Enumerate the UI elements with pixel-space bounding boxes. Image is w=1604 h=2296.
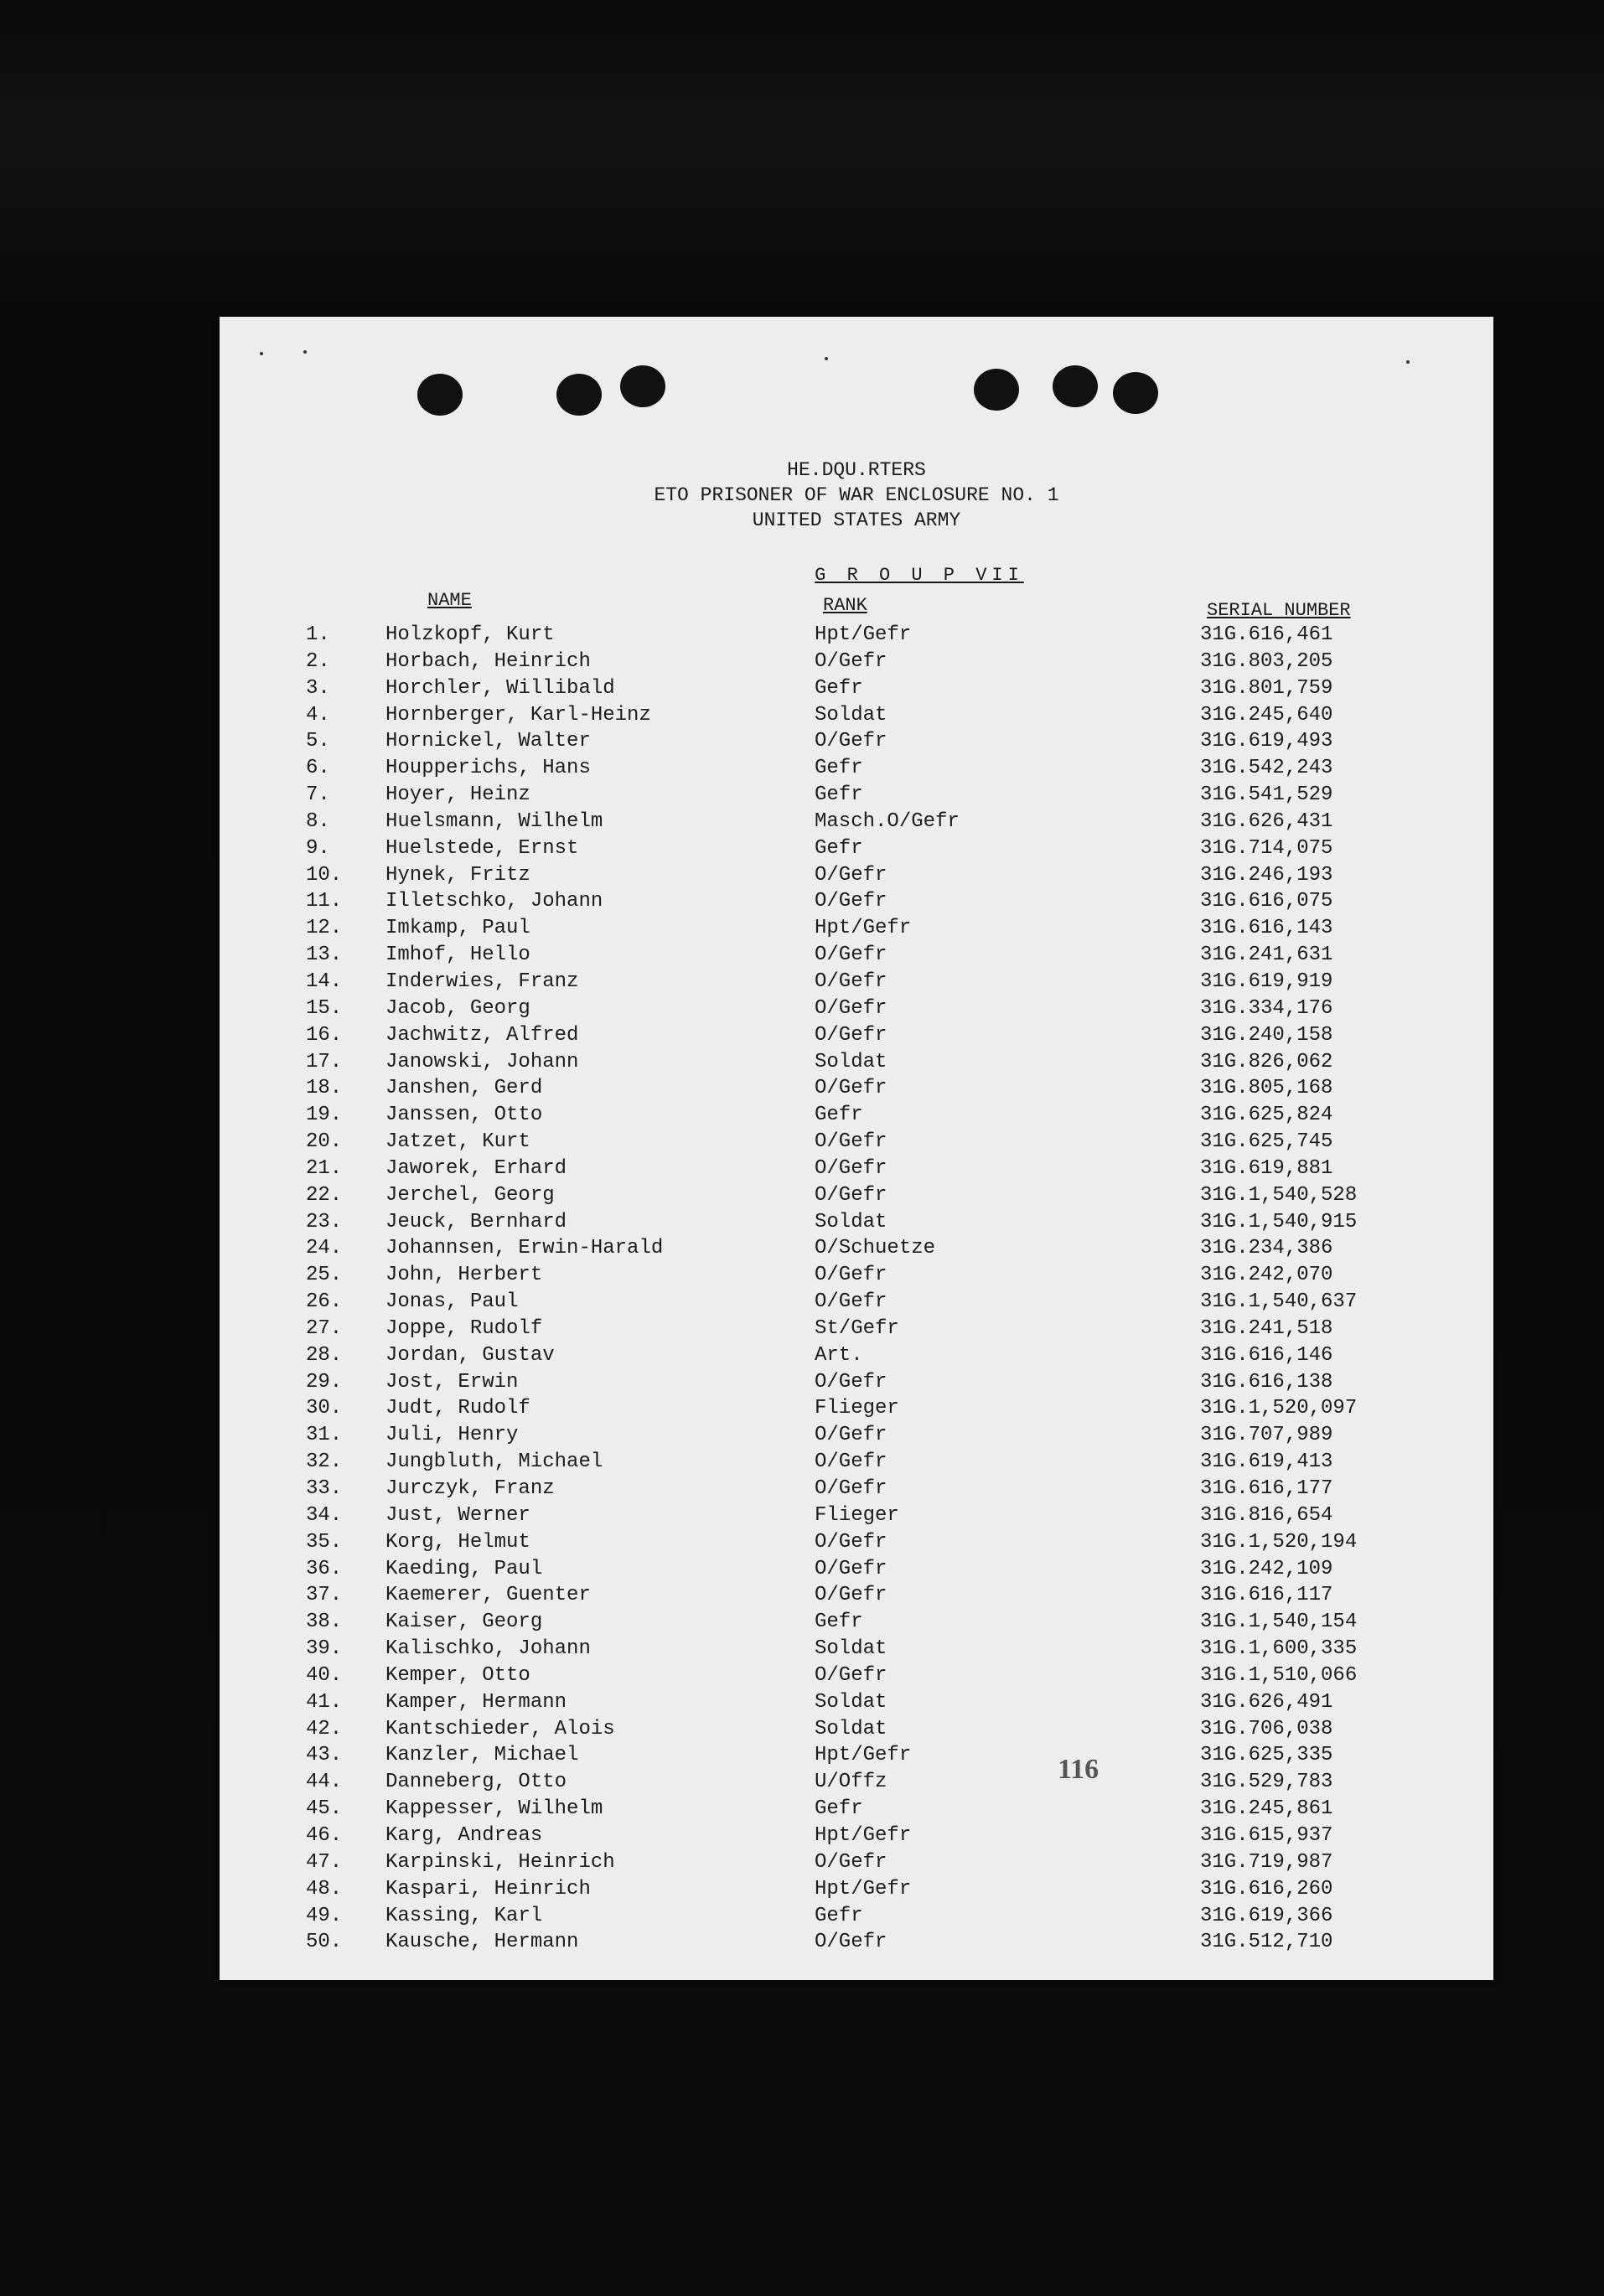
table-row: [220, 1905, 1493, 1931]
row-rank: Soldat: [815, 1717, 887, 1740]
row-serial: 31G.616,138: [1200, 1370, 1333, 1394]
table-row: [220, 917, 1493, 944]
row-num: 33.: [306, 1477, 343, 1500]
row-serial: 31G.616,075: [1200, 890, 1333, 913]
table-row: [220, 1477, 1493, 1504]
row-num: 20.: [306, 1130, 343, 1154]
speck: [1406, 360, 1410, 364]
table-row: [220, 704, 1493, 731]
row-serial: 31G.1,540,528: [1200, 1183, 1358, 1207]
row-serial: 31G.1,600,335: [1200, 1637, 1358, 1661]
row-serial: 31G.240,158: [1200, 1023, 1333, 1047]
table-row: [220, 1157, 1493, 1184]
row-rank: O/Gefr: [815, 1290, 887, 1314]
row-rank: Flieger: [815, 1503, 899, 1527]
row-num: 25.: [306, 1264, 343, 1287]
row-name: Hornberger, Karl-Heinz: [385, 703, 651, 727]
row-name: Kaspari, Heinrich: [385, 1877, 591, 1900]
table-row: [220, 837, 1493, 864]
row-name: Karg, Andreas: [385, 1823, 543, 1847]
row-serial: 31G.625,824: [1200, 1104, 1333, 1127]
table-row: [220, 1424, 1493, 1451]
document-page: [220, 317, 1493, 1980]
row-serial: 31G.615,937: [1200, 1823, 1333, 1847]
row-rank: O/Gefr: [815, 1850, 887, 1874]
row-rank: O/Gefr: [815, 1557, 887, 1580]
row-num: 22.: [306, 1183, 343, 1207]
table-row: [220, 677, 1493, 704]
row-serial: 31G.1,520,097: [1200, 1397, 1358, 1420]
row-num: 13.: [306, 944, 343, 967]
row-num: 38.: [306, 1611, 343, 1634]
row-rank: O/Gefr: [815, 944, 887, 967]
table-row: [220, 1797, 1493, 1824]
row-num: 45.: [306, 1797, 343, 1821]
header-line-3: UNITED STATES ARMY: [752, 509, 961, 531]
row-rank: O/Gefr: [815, 730, 887, 753]
table-row: [220, 1691, 1493, 1718]
row-num: 42.: [306, 1717, 343, 1740]
row-rank: O/Gefr: [815, 649, 887, 673]
table-row: [220, 1184, 1493, 1211]
row-rank: O/Gefr: [815, 863, 887, 887]
punch-hole: [1113, 372, 1158, 414]
table-row: [220, 997, 1493, 1024]
row-serial: 31G.616,146: [1200, 1343, 1333, 1367]
row-num: 32.: [306, 1451, 343, 1474]
row-num: 37.: [306, 1584, 343, 1607]
row-rank: O/Gefr: [815, 1424, 887, 1447]
row-name: Just, Werner: [385, 1503, 530, 1527]
row-num: 50.: [306, 1931, 343, 1954]
row-serial: 31G.241,518: [1200, 1316, 1333, 1340]
row-serial: 31G.334,176: [1200, 996, 1333, 1020]
row-serial: 31G.245,861: [1200, 1797, 1333, 1821]
row-serial: 31G.529,783: [1200, 1771, 1333, 1794]
row-num: 6.: [306, 757, 330, 780]
table-row: [220, 1130, 1493, 1157]
row-serial: 31G.816,654: [1200, 1503, 1333, 1527]
row-rank: Gefr: [815, 1797, 863, 1821]
row-name: Huelstede, Ernst: [385, 836, 579, 860]
row-name: Jost, Erwin: [385, 1370, 519, 1394]
row-num: 10.: [306, 863, 343, 887]
table-row: [220, 1637, 1493, 1664]
table-row: [220, 890, 1493, 917]
row-rank: Soldat: [815, 1690, 887, 1714]
speck: [303, 350, 307, 354]
row-num: 8.: [306, 809, 330, 833]
row-num: 16.: [306, 1023, 343, 1047]
row-num: 4.: [306, 703, 330, 727]
table-row: [220, 1264, 1493, 1290]
row-rank: Hpt/Gefr: [815, 1744, 912, 1767]
row-rank: O/Gefr: [815, 890, 887, 913]
row-rank: Soldat: [815, 1637, 887, 1661]
row-num: 26.: [306, 1290, 343, 1314]
table-row: [220, 1558, 1493, 1585]
row-rank: St/Gefr: [815, 1316, 899, 1340]
table-row: [220, 864, 1493, 891]
table-row: [220, 1451, 1493, 1477]
row-serial: 31G.619,493: [1200, 730, 1333, 753]
table-row: [220, 1771, 1493, 1797]
table-row: [220, 1104, 1493, 1130]
row-serial: 31G.707,989: [1200, 1424, 1333, 1447]
punch-hole: [1053, 365, 1098, 407]
table-row: [220, 783, 1493, 810]
row-name: Huelsmann, Wilhelm: [385, 809, 603, 833]
row-name: Joppe, Rudolf: [385, 1316, 543, 1340]
row-num: 44.: [306, 1771, 343, 1794]
row-serial: 31G.619,366: [1200, 1904, 1333, 1927]
row-name: Johannsen, Erwin-Harald: [385, 1237, 664, 1260]
row-name: Jaworek, Erhard: [385, 1156, 567, 1180]
row-name: Judt, Rudolf: [385, 1397, 530, 1420]
header-line-1: HE.DQU.RTERS: [787, 459, 926, 481]
row-rank: Soldat: [815, 703, 887, 727]
row-num: 46.: [306, 1823, 343, 1847]
row-serial: 31G.803,205: [1200, 649, 1333, 673]
row-num: 23.: [306, 1210, 343, 1233]
row-num: 39.: [306, 1637, 343, 1661]
row-serial: 31G.625,335: [1200, 1744, 1333, 1767]
header-line-2: ETO PRISONER OF WAR ENCLOSURE NO. 1: [654, 484, 1059, 506]
row-serial: 31G.714,075: [1200, 836, 1333, 860]
row-serial: 31G.826,062: [1200, 1050, 1333, 1073]
row-rank: O/Gefr: [815, 970, 887, 993]
table-row: [220, 1611, 1493, 1637]
row-name: Kaiser, Georg: [385, 1611, 543, 1634]
row-num: 14.: [306, 970, 343, 993]
table-row: [220, 1531, 1493, 1558]
row-rank: O/Gefr: [815, 996, 887, 1020]
row-rank: Art.: [815, 1343, 863, 1367]
row-name: Korg, Helmut: [385, 1530, 530, 1554]
row-num: 18.: [306, 1077, 343, 1100]
row-num: 36.: [306, 1557, 343, 1580]
row-rank: O/Gefr: [815, 1077, 887, 1100]
column-header-name: NAME: [427, 590, 472, 611]
row-num: 2.: [306, 649, 330, 673]
row-name: Houpperichs, Hans: [385, 757, 591, 780]
row-rank: Soldat: [815, 1210, 887, 1233]
table-row: [220, 1397, 1493, 1424]
table-row: [220, 650, 1493, 677]
row-name: Imkamp, Paul: [385, 917, 530, 940]
table-row: [220, 1664, 1493, 1691]
row-name: Kassing, Karl: [385, 1904, 543, 1927]
row-num: 24.: [306, 1237, 343, 1260]
table-row: [220, 1051, 1493, 1078]
table-row: [220, 1824, 1493, 1851]
row-name: Holzkopf, Kurt: [385, 623, 555, 646]
row-num: 11.: [306, 890, 343, 913]
row-name: Jordan, Gustav: [385, 1343, 555, 1367]
row-name: Jurczyk, Franz: [385, 1477, 555, 1500]
row-num: 29.: [306, 1370, 343, 1394]
row-rank: O/Schuetze: [815, 1237, 936, 1260]
row-name: Hynek, Fritz: [385, 863, 530, 887]
row-name: Jeuck, Bernhard: [385, 1210, 567, 1233]
row-serial: 31G.1,520,194: [1200, 1530, 1358, 1554]
row-name: Kausche, Hermann: [385, 1931, 579, 1954]
row-serial: 31G.542,243: [1200, 757, 1333, 780]
row-rank: Hpt/Gefr: [815, 1877, 912, 1900]
row-name: Janshen, Gerd: [385, 1077, 543, 1100]
row-name: Kanzler, Michael: [385, 1744, 579, 1767]
row-serial: 31G.805,168: [1200, 1077, 1333, 1100]
row-name: Kemper, Otto: [385, 1663, 530, 1687]
row-serial: 31G.234,386: [1200, 1237, 1333, 1260]
table-row: [220, 810, 1493, 837]
table-row: [220, 1317, 1493, 1344]
row-serial: 31G.619,919: [1200, 970, 1333, 993]
row-name: Inderwies, Franz: [385, 970, 579, 993]
row-serial: 31G.1,540,637: [1200, 1290, 1358, 1314]
row-serial: 31G.512,710: [1200, 1931, 1333, 1954]
row-name: Jacob, Georg: [385, 996, 530, 1020]
row-serial: 31G.241,631: [1200, 944, 1333, 967]
row-num: 3.: [306, 676, 330, 700]
row-name: Hornickel, Walter: [385, 730, 591, 753]
row-name: Imhof, Hello: [385, 944, 530, 967]
row-rank: O/Gefr: [815, 1477, 887, 1500]
row-name: Kalischko, Johann: [385, 1637, 591, 1661]
row-num: 34.: [306, 1503, 343, 1527]
row-name: Horbach, Heinrich: [385, 649, 591, 673]
row-rank: O/Gefr: [815, 1183, 887, 1207]
row-num: 35.: [306, 1530, 343, 1554]
row-serial: 31G.242,070: [1200, 1264, 1333, 1287]
row-serial: 31G.619,413: [1200, 1451, 1333, 1474]
row-name: Janowski, Johann: [385, 1050, 579, 1073]
group-title: G R O U P VII: [815, 565, 1024, 586]
row-rank: Gefr: [815, 1611, 863, 1634]
row-num: 47.: [306, 1850, 343, 1874]
row-rank: Masch.O/Gefr: [815, 809, 960, 833]
row-num: 49.: [306, 1904, 343, 1927]
row-rank: O/Gefr: [815, 1130, 887, 1154]
row-name: Jachwitz, Alfred: [385, 1023, 579, 1047]
row-name: Karpinski, Heinrich: [385, 1850, 615, 1874]
row-num: 40.: [306, 1663, 343, 1687]
row-name: Kappesser, Wilhelm: [385, 1797, 603, 1821]
row-num: 7.: [306, 783, 330, 807]
row-rank: O/Gefr: [815, 1156, 887, 1180]
row-name: Hoyer, Heinz: [385, 783, 530, 807]
table-row: [220, 1744, 1493, 1771]
row-num: 43.: [306, 1744, 343, 1767]
row-serial: 31G.1,510,066: [1200, 1663, 1358, 1687]
row-num: 9.: [306, 836, 330, 860]
row-serial: 31G.245,640: [1200, 703, 1333, 727]
row-serial: 31G.616,117: [1200, 1584, 1333, 1607]
row-serial: 31G.616,461: [1200, 623, 1333, 646]
row-rank: Gefr: [815, 676, 863, 700]
row-name: Janssen, Otto: [385, 1104, 543, 1127]
row-serial: 31G.246,193: [1200, 863, 1333, 887]
row-rank: Gefr: [815, 1904, 863, 1927]
row-serial: 31G.541,529: [1200, 783, 1333, 807]
page-number: 116: [1058, 1754, 1100, 1785]
row-name: Jatzet, Kurt: [385, 1130, 530, 1154]
row-name: Juli, Henry: [385, 1424, 519, 1447]
table-row: [220, 1344, 1493, 1371]
table-row: [220, 1237, 1493, 1264]
punch-hole: [556, 374, 602, 416]
speck: [260, 352, 263, 355]
row-num: 48.: [306, 1877, 343, 1900]
row-name: Jerchel, Georg: [385, 1183, 555, 1207]
row-rank: Gefr: [815, 836, 863, 860]
row-num: 17.: [306, 1050, 343, 1073]
row-name: John, Herbert: [385, 1264, 543, 1287]
row-num: 31.: [306, 1424, 343, 1447]
row-num: 19.: [306, 1104, 343, 1127]
row-name: Kaemerer, Guenter: [385, 1584, 591, 1607]
row-serial: 31G.619,881: [1200, 1156, 1333, 1180]
table-row: [220, 970, 1493, 997]
row-rank: O/Gefr: [815, 1584, 887, 1607]
row-name: Danneberg, Otto: [385, 1771, 567, 1794]
row-serial: 31G.625,745: [1200, 1130, 1333, 1154]
table-row: [220, 1931, 1493, 1957]
row-serial: 31G.1,540,154: [1200, 1611, 1358, 1634]
row-serial: 31G.706,038: [1200, 1717, 1333, 1740]
row-rank: Hpt/Gefr: [815, 917, 912, 940]
row-name: Jungbluth, Michael: [385, 1451, 603, 1474]
table-row: [220, 1718, 1493, 1745]
column-header-serial: SERIAL NUMBER: [1207, 600, 1351, 621]
row-rank: O/Gefr: [815, 1264, 887, 1287]
table-row: [220, 1504, 1493, 1531]
row-rank: O/Gefr: [815, 1023, 887, 1047]
row-num: 28.: [306, 1343, 343, 1367]
row-serial: 31G.616,143: [1200, 917, 1333, 940]
row-name: Horchler, Willibald: [385, 676, 615, 700]
table-row: [220, 944, 1493, 970]
row-serial: 31G.1,540,915: [1200, 1210, 1358, 1233]
row-serial: 31G.626,491: [1200, 1690, 1333, 1714]
speck: [825, 357, 828, 360]
punch-hole: [620, 365, 665, 407]
table-row: [220, 1878, 1493, 1905]
row-name: Kaeding, Paul: [385, 1557, 543, 1580]
row-rank: O/Gefr: [815, 1451, 887, 1474]
row-rank: Flieger: [815, 1397, 899, 1420]
row-name: Kantschieder, Alois: [385, 1717, 615, 1740]
row-serial: 31G.719,987: [1200, 1850, 1333, 1874]
table-row: [220, 623, 1493, 650]
row-serial: 31G.616,177: [1200, 1477, 1333, 1500]
row-num: 21.: [306, 1156, 343, 1180]
table-row: [220, 1371, 1493, 1398]
row-num: 5.: [306, 730, 330, 753]
row-serial: 31G.626,431: [1200, 809, 1333, 833]
row-rank: Gefr: [815, 757, 863, 780]
roster-list: [220, 623, 1493, 1957]
row-rank: O/Gefr: [815, 1370, 887, 1394]
row-name: Kamper, Hermann: [385, 1690, 567, 1714]
row-serial: 31G.616,260: [1200, 1877, 1333, 1900]
row-serial: 31G.242,109: [1200, 1557, 1333, 1580]
row-serial: 31G.801,759: [1200, 676, 1333, 700]
row-num: 41.: [306, 1690, 343, 1714]
row-rank: Gefr: [815, 1104, 863, 1127]
punch-hole: [974, 369, 1019, 411]
row-num: 12.: [306, 917, 343, 940]
table-row: [220, 1851, 1493, 1878]
table-row: [220, 1211, 1493, 1238]
row-rank: Hpt/Gefr: [815, 1823, 912, 1847]
row-num: 30.: [306, 1397, 343, 1420]
row-rank: Gefr: [815, 783, 863, 807]
table-row: [220, 1024, 1493, 1051]
row-num: 1.: [306, 623, 330, 646]
row-rank: O/Gefr: [815, 1663, 887, 1687]
row-name: Jonas, Paul: [385, 1290, 519, 1314]
table-row: [220, 1584, 1493, 1611]
table-row: [220, 757, 1493, 783]
row-rank: Soldat: [815, 1050, 887, 1073]
row-rank: O/Gefr: [815, 1931, 887, 1954]
row-rank: O/Gefr: [815, 1530, 887, 1554]
row-rank: Hpt/Gefr: [815, 623, 912, 646]
punch-hole: [417, 374, 463, 416]
table-row: [220, 730, 1493, 757]
column-header-rank: RANK: [823, 595, 867, 616]
row-name: Illetschko, Johann: [385, 890, 603, 913]
table-row: [220, 1077, 1493, 1104]
table-row: [220, 1290, 1493, 1317]
row-rank: U/Offz: [815, 1771, 887, 1794]
row-num: 27.: [306, 1316, 343, 1340]
row-num: 15.: [306, 996, 343, 1020]
